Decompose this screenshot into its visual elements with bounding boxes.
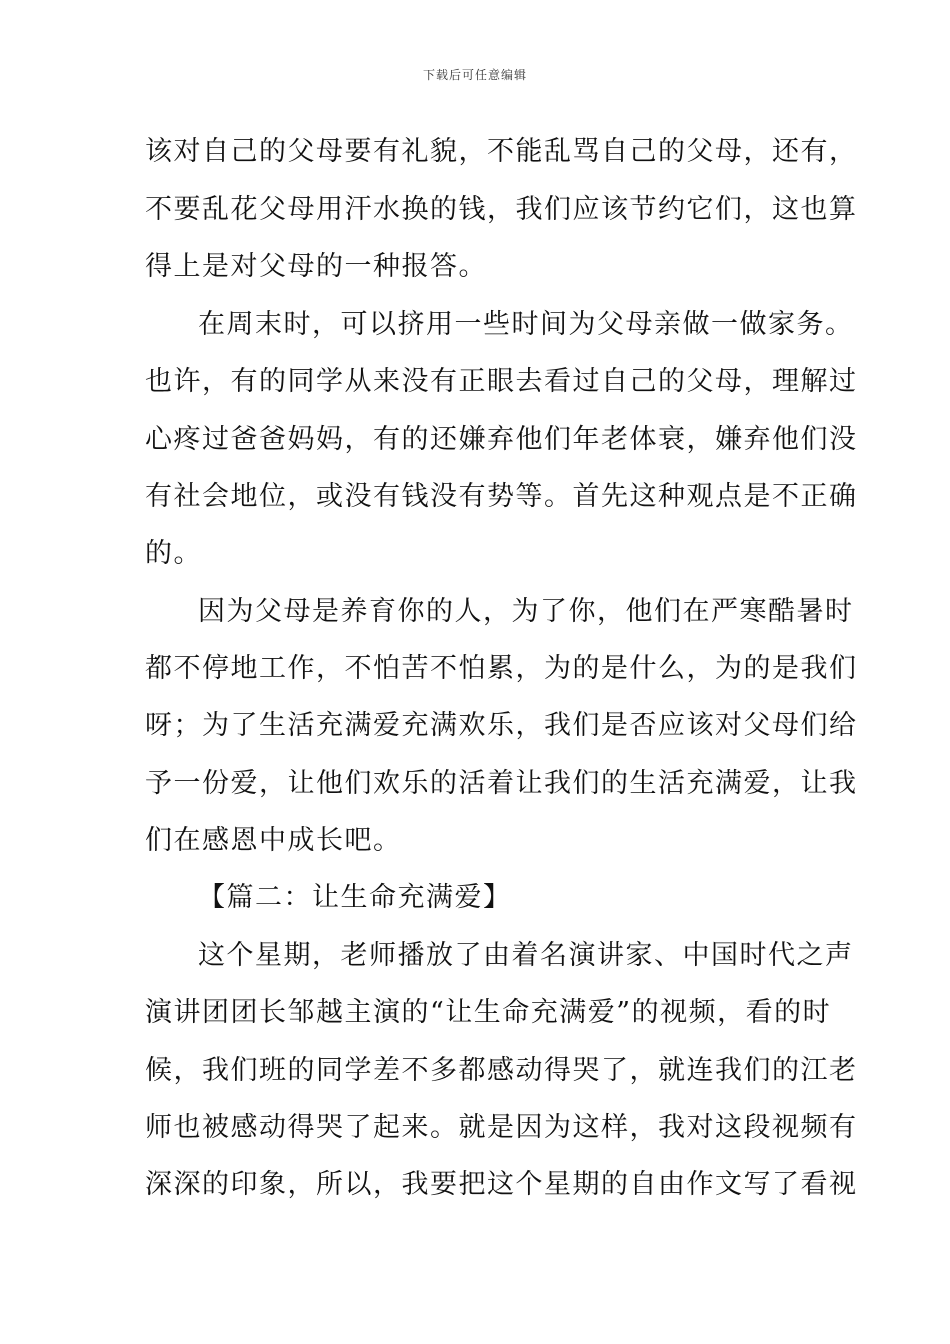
text-line: 心疼过爸爸妈妈，有的还嫌弃他们年老体衰，嫌弃他们没 <box>145 424 858 455</box>
text-line: 也许，有的同学从来没有正眼去看过自己的父母，理解过 <box>145 366 858 397</box>
text-line: 的。 <box>145 538 202 569</box>
text-line: 这个星期，老师播放了由着名演讲家、中国时代之声 <box>198 940 854 971</box>
text-line: 演讲团团长邹越主演的“让生命充满爱”的视频，看的时 <box>145 997 832 1028</box>
text-line: 得上是对父母的一种报答。 <box>145 251 487 282</box>
text-line: 们在感恩中成长吧。 <box>145 825 402 856</box>
text-line: 候，我们班的同学差不多都感动得哭了，就连我们的江老 <box>145 1055 858 1086</box>
text-line: 呀；为了生活充满爱充满欢乐，我们是否应该对父母们给 <box>145 710 858 741</box>
text-line: 予一份爱，让他们欢乐的活着让我们的生活充满爱，让我 <box>145 768 858 799</box>
text-line: 深深的印象，所以，我要把这个星期的自由作文写了看视 <box>145 1169 858 1200</box>
text-line: 该对自己的父母要有礼貌，不能乱骂自己的父母，还有， <box>145 136 858 167</box>
section-heading: 【篇二：让生命充满爱】 <box>198 882 512 913</box>
text-line: 有社会地位，或没有钱没有势等。首先这种观点是不正确 <box>145 481 858 512</box>
page-header: 下载后可任意编辑 <box>422 68 527 82</box>
text-line: 不要乱花父母用汗水换的钱，我们应该节约它们，这也算 <box>145 194 858 225</box>
text-line: 师也被感动得哭了起来。就是因为这样，我对这段视频有 <box>145 1112 858 1143</box>
text-line: 在周末时，可以挤用一些时间为父母亲做一做家务。 <box>198 309 854 340</box>
text-line: 都不停地工作，不怕苦不怕累，为的是什么，为的是我们 <box>145 653 858 684</box>
text-line: 因为父母是养育你的人，为了你，他们在严寒酷暑时 <box>198 596 854 627</box>
